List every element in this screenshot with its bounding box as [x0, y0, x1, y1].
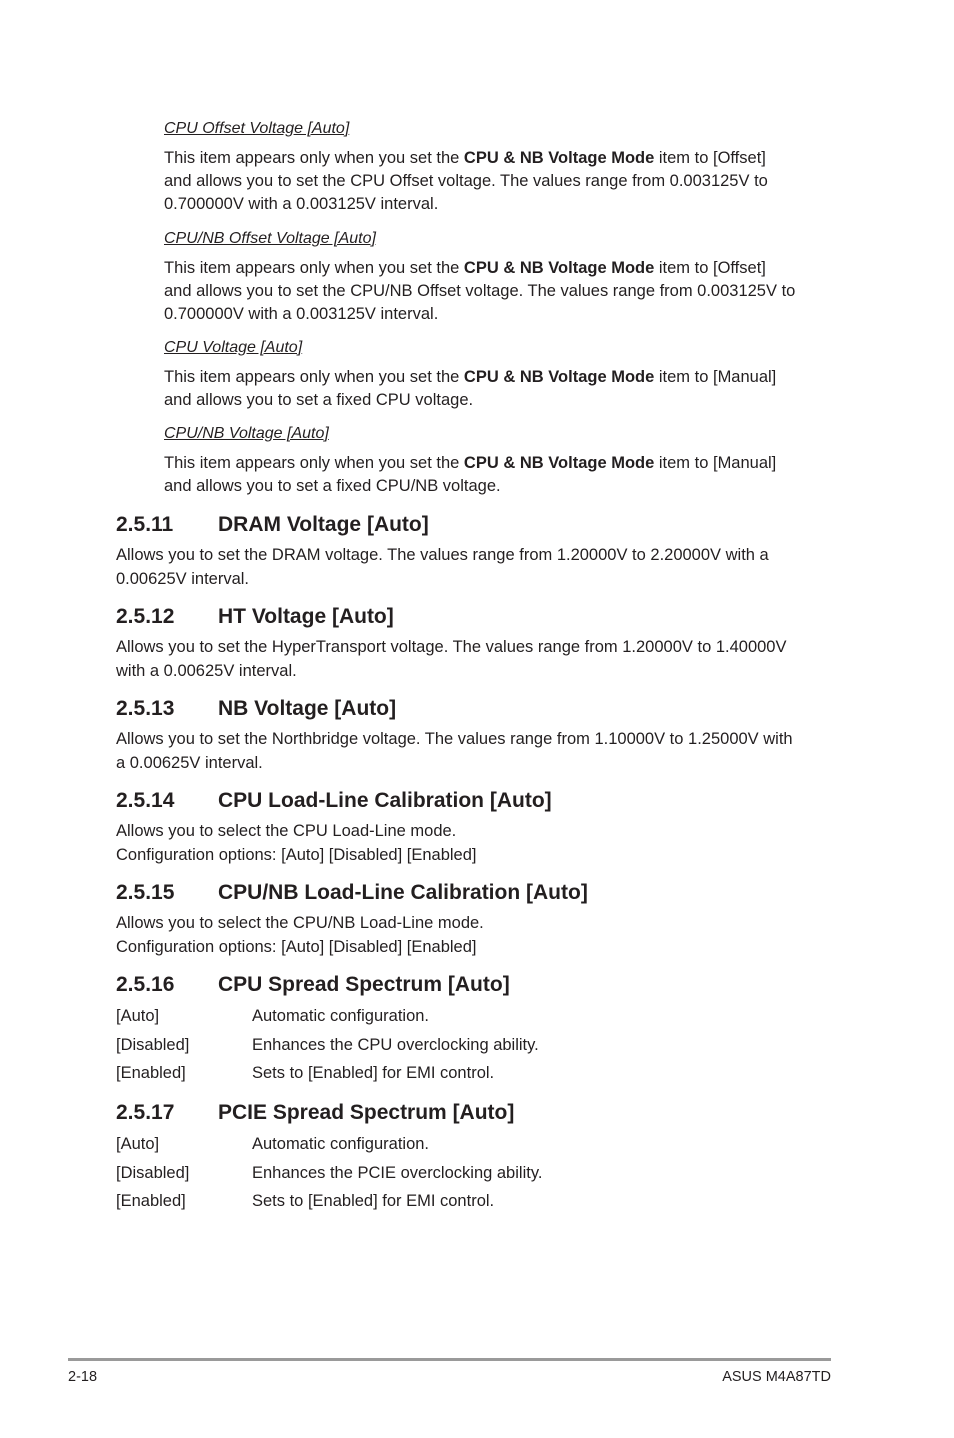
subsection-body: This item appears only when you set the CPU & NB Voltage Mode item to [Manual] and allows you to set a fixed CPU/NB voltage.	[164, 454, 777, 495]
section-heading: 2.5.17 PCIE Spread Spectrum [Auto]	[116, 1101, 515, 1124]
subsection-cpu-offset-voltage	[164, 119, 844, 216]
footer-divider	[68, 1358, 831, 1361]
page-number: 2-18	[68, 1369, 98, 1385]
section-cpu-nb-load-line	[116, 880, 846, 959]
section-pcie-spread-spectrum	[116, 1100, 846, 1220]
section-body: Allows you to set the HyperTransport voltage. The values range from 1.20000V to 1.40000V with a 0.00625V interval.	[116, 638, 787, 680]
subsection-title: CPU/NB Voltage [Auto]	[164, 425, 329, 442]
subsection-title: CPU Offset Voltage [Auto]	[164, 120, 350, 137]
section-cpu-load-line	[116, 788, 846, 867]
section-body: Allows you to select the CPU Load-Line mode. Configuration options: [Auto] [Disabled] [Enabled]	[116, 822, 477, 864]
section-heading: 2.5.11 DRAM Voltage [Auto]	[116, 513, 429, 536]
section-nb-voltage	[116, 696, 846, 775]
section-cpu-spread-spectrum	[116, 972, 846, 1092]
subsection-cpu-nb-offset-voltage	[164, 229, 844, 326]
section-body: Allows you to set the Northbridge voltage. The values range from 1.10000V to 1.25000V with a 0.00625V interval.	[116, 730, 793, 772]
section-ht-voltage	[116, 604, 846, 683]
product-name: ASUS M4A87TD	[722, 1369, 831, 1385]
section-heading: 2.5.15 CPU/NB Load-Line Calibration [Auto]	[116, 881, 588, 904]
option-row: [Auto] Automatic configuration.	[116, 1007, 430, 1025]
subsection-title: CPU Voltage [Auto]	[164, 339, 303, 356]
option-list	[116, 1006, 846, 1092]
section-body: Allows you to set the DRAM voltage. The values range from 1.20000V to 2.20000V with a 0.00625V interval.	[116, 546, 769, 588]
subsection-body: This item appears only when you set the CPU & NB Voltage Mode item to [Manual] and allows you to set a fixed CPU voltage.	[164, 368, 777, 409]
section-heading: 2.5.14 CPU Load-Line Calibration [Auto]	[116, 789, 552, 812]
option-row: [Auto] Automatic configuration.	[116, 1135, 430, 1153]
section-heading: 2.5.12 HT Voltage [Auto]	[116, 605, 394, 628]
subsection-cpu-voltage	[164, 338, 844, 412]
option-list	[116, 1134, 846, 1220]
subsection-title: CPU/NB Offset Voltage [Auto]	[164, 230, 376, 247]
option-row: [Disabled] Enhances the CPU overclocking ability.	[116, 1035, 539, 1054]
subsection-body: This item appears only when you set the CPU & NB Voltage Mode item to [Offset] and allows you to set the CPU/NB Offset voltage. The values range from 0.003125V to 0.700000V with a 0.003125V interval.	[164, 259, 796, 323]
section-heading: 2.5.16 CPU Spread Spectrum [Auto]	[116, 973, 510, 996]
section-dram-voltage	[116, 512, 846, 591]
subsection-body: This item appears only when you set the CPU & NB Voltage Mode item to [Offset] and allows you to set the CPU Offset voltage. The values range from 0.003125V to 0.700000V with a 0.003125V interval.	[164, 149, 768, 213]
option-row: [Disabled] Enhances the PCIE overclocking ability.	[116, 1163, 543, 1182]
option-row: [Enabled] Sets to [Enabled] for EMI control.	[116, 1064, 495, 1082]
option-row: [Enabled] Sets to [Enabled] for EMI control.	[116, 1192, 495, 1210]
subsection-cpu-nb-voltage	[164, 424, 844, 498]
section-heading: 2.5.13 NB Voltage [Auto]	[116, 697, 397, 720]
section-body: Allows you to select the CPU/NB Load-Line mode. Configuration options: [Auto] [Disabled] [Enabled]	[116, 914, 484, 956]
